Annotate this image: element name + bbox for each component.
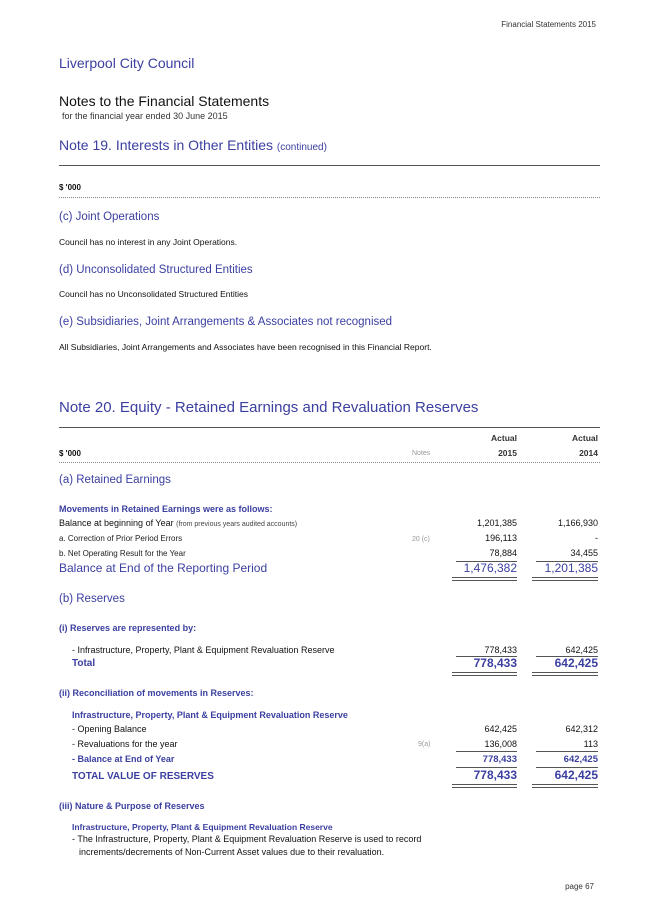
- underline: [456, 751, 517, 752]
- balance-end-2014: 1,201,385: [544, 561, 598, 575]
- double-underline: [532, 577, 598, 581]
- nature-purpose-text-1: - The Infrastructure, Property, Plant & Equipment Revaluation Reserve is used to record: [72, 834, 422, 844]
- subsidiaries-text: All Subsidiaries, Joint Arrangements and Associates have been recognised in this Financial Report.: [59, 342, 432, 352]
- net-operating-label: b. Net Operating Result for the Year: [59, 549, 186, 558]
- correction-note-ref: 20 (c): [412, 536, 430, 543]
- revaluations-note-ref: 9(a): [418, 741, 431, 748]
- nature-purpose-heading: (iii) Nature & Purpose of Reserves: [59, 801, 205, 811]
- net-operating-2015: 78,884: [489, 548, 517, 558]
- note19-title: [59, 137, 327, 153]
- reconciliation-heading: (ii) Reconciliation of movements in Reserves:: [59, 688, 254, 698]
- note19-continued: (continued): [276, 142, 327, 153]
- double-underline: [532, 672, 598, 676]
- revaluations-2015: 136,008: [484, 739, 517, 749]
- balance-begin-text: Balance at beginning of Year: [59, 518, 174, 528]
- total-value-reserves-2014: 642,425: [554, 768, 598, 782]
- reserves-represented-heading: (i) Reserves are represented by:: [59, 623, 197, 633]
- unconsolidated-heading: (d) Unconsolidated Structured Entities: [59, 264, 253, 276]
- balance-end-year-label: - Balance at End of Year: [72, 754, 175, 764]
- balance-begin-note: (from previous years audited accounts): [176, 521, 298, 528]
- joint-operations-heading: (c) Joint Operations: [59, 211, 160, 223]
- balance-end-year-2014: 642,425: [563, 754, 598, 765]
- net-operating-2014: 34,455: [570, 548, 598, 558]
- underline: [536, 751, 598, 752]
- notes-subtitle: for the financial year ended 30 June 2015: [62, 111, 228, 121]
- nature-purpose-text-2: increments/decrements of Non-Current Asset values due to their revaluation.: [79, 847, 385, 857]
- document-title: Financial Statements 2015: [501, 20, 596, 29]
- correction-2014: -: [595, 533, 598, 543]
- ippe-reserve-label: - Infrastructure, Property, Plant & Equipment Revaluation Reserve: [72, 645, 335, 655]
- correction-label: a. Correction of Prior Period Errors: [59, 534, 183, 543]
- balance-end-2015: 1,476,382: [463, 561, 517, 575]
- col-2015-year: 2015: [498, 448, 517, 458]
- opening-balance-label: - Opening Balance: [72, 724, 147, 734]
- opening-balance-2014: 642,312: [565, 724, 598, 734]
- double-underline: [452, 784, 517, 788]
- nature-purpose-subheading: Infrastructure, Property, Plant & Equipment Revaluation Reserve: [72, 822, 333, 832]
- council-name: Liverpool City Council: [59, 55, 195, 71]
- page-number: page 67: [565, 882, 594, 891]
- double-underline: [532, 784, 598, 788]
- notes-title: Notes to the Financial Statements: [59, 93, 270, 109]
- unconsolidated-text: Council has no Unconsolidated Structured Entities: [59, 289, 248, 299]
- note19-title-text: Note 19. Interests in Other Entities: [59, 137, 273, 153]
- divider: [59, 165, 600, 166]
- subsidiaries-heading: (e) Subsidiaries, Joint Arrangements & Associates not recognised: [59, 316, 393, 328]
- reserves-total-2014: 642,425: [554, 656, 598, 670]
- opening-balance-2015: 642,425: [484, 724, 517, 734]
- divider: [59, 462, 600, 463]
- col-2015-actual: Actual: [491, 433, 517, 443]
- balance-end-year-2015: 778,433: [482, 754, 517, 765]
- balance-end-label: Balance at End of the Reporting Period: [59, 561, 268, 575]
- reserves-total-label: Total: [72, 658, 96, 669]
- revaluations-label: - Revaluations for the year: [72, 739, 178, 749]
- correction-2015: 196,113: [485, 533, 517, 543]
- balance-begin-label: [59, 518, 297, 528]
- revaluations-2014: 113: [583, 739, 598, 749]
- balance-begin-2015: 1,201,385: [476, 518, 517, 528]
- note19-unit: $ '000: [59, 183, 81, 192]
- divider: [59, 427, 600, 428]
- reserves-total-2015: 778,433: [473, 656, 517, 670]
- col-2014-year: 2014: [579, 448, 598, 458]
- reserves-heading: (b) Reserves: [59, 593, 125, 605]
- total-value-reserves-2015: 778,433: [473, 768, 517, 782]
- col-2014-actual: Actual: [572, 433, 598, 443]
- note20-title: Note 20. Equity - Retained Earnings and Revaluation Reserves: [59, 399, 479, 416]
- ippe-reserve-2014: 642,425: [565, 645, 598, 655]
- retained-earnings-heading: (a) Retained Earnings: [59, 474, 171, 486]
- total-value-reserves-label: TOTAL VALUE OF RESERVES: [72, 771, 214, 782]
- double-underline: [452, 577, 517, 581]
- balance-begin-2014: 1,166,930: [557, 518, 598, 528]
- movements-heading: Movements in Retained Earnings were as follows:: [59, 504, 273, 514]
- joint-operations-text: Council has no interest in any Joint Operations.: [59, 237, 238, 247]
- reconciliation-subheading: Infrastructure, Property, Plant & Equipment Revaluation Reserve: [72, 710, 348, 720]
- notes-column-label: Notes: [412, 450, 431, 457]
- divider: [59, 197, 600, 198]
- note20-unit: $ '000: [59, 449, 81, 458]
- ippe-reserve-2015: 778,433: [484, 645, 517, 655]
- double-underline: [452, 672, 517, 676]
